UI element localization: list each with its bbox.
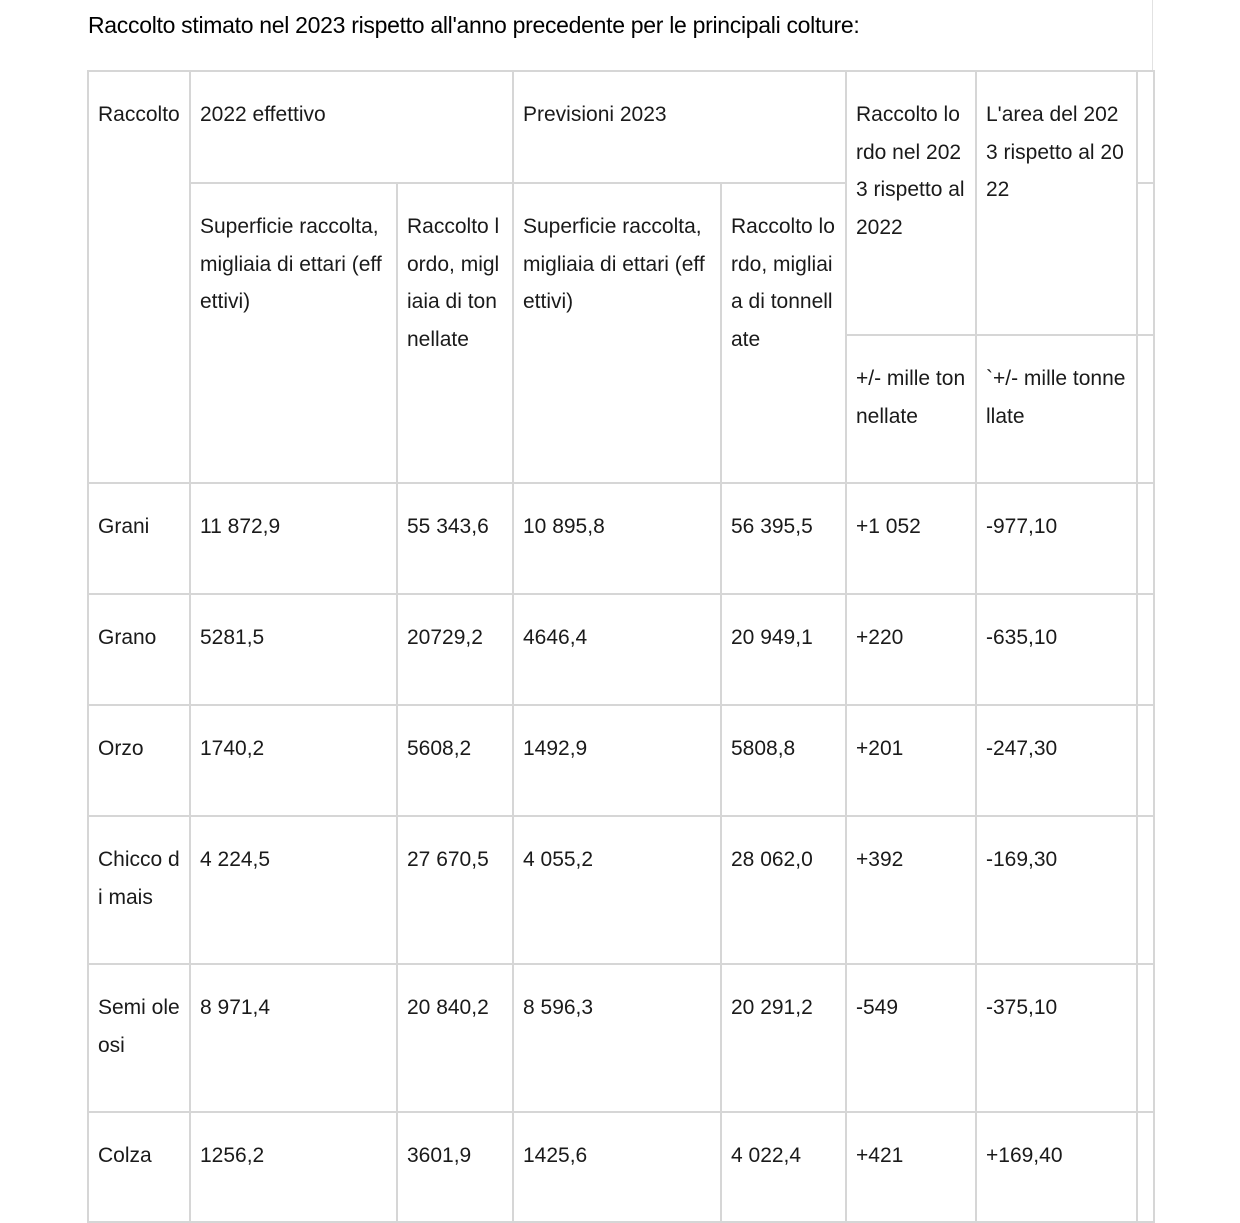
cell-area-2022: 8 971,4: [190, 964, 397, 1112]
spacer-cell: [1137, 964, 1154, 1112]
table-row: [88, 705, 1154, 816]
spacer-cell: [1137, 594, 1154, 705]
cell-area-2022: 1256,2: [190, 1112, 397, 1222]
cell-crop: Grano: [88, 594, 190, 705]
cell-gross-2022: 55 343,6: [397, 483, 513, 594]
table-row: [88, 964, 1154, 1112]
header-forecast-2023: Previsioni 2023: [513, 71, 846, 183]
header-actual-2022: 2022 effettivo: [190, 71, 513, 183]
cell-gross-2023: 28 062,0: [721, 816, 846, 964]
cell-gross-change: +220: [846, 594, 976, 705]
unit-gross-change: +/- mille tonnellate: [846, 335, 976, 483]
subheader-gross-actual: Raccolto lordo, migliaia di tonnellate: [397, 183, 513, 483]
unit-area-change: `+/- mille tonnellate: [976, 335, 1137, 483]
cell-area-2023: 1492,9: [513, 705, 721, 816]
cell-gross-2022: 27 670,5: [397, 816, 513, 964]
cell-area-change: -375,10: [976, 964, 1137, 1112]
cell-gross-2022: 5608,2: [397, 705, 513, 816]
cell-area-2022: 5281,5: [190, 594, 397, 705]
cell-area-2022: 1740,2: [190, 705, 397, 816]
cell-gross-change: +392: [846, 816, 976, 964]
spacer-cell: [1137, 483, 1154, 594]
cell-area-2022: 4 224,5: [190, 816, 397, 964]
cell-gross-2023: 20 949,1: [721, 594, 846, 705]
header-crop: Raccolto: [88, 71, 190, 483]
spacer-cell: [1137, 816, 1154, 964]
table-row: [88, 594, 1154, 705]
table-row: [88, 1112, 1154, 1222]
cell-area-change: +169,40: [976, 1112, 1137, 1222]
cell-crop: Orzo: [88, 705, 190, 816]
cell-gross-change: +421: [846, 1112, 976, 1222]
cell-gross-2023: 4 022,4: [721, 1112, 846, 1222]
cell-gross-2022: 20 840,2: [397, 964, 513, 1112]
spacer-cell: [1137, 1112, 1154, 1222]
cell-area-2023: 4 055,2: [513, 816, 721, 964]
cell-gross-2022: 20729,2: [397, 594, 513, 705]
cell-area-2023: 10 895,8: [513, 483, 721, 594]
cell-gross-2022: 3601,9: [397, 1112, 513, 1222]
divider: [1152, 0, 1153, 70]
cell-area-2023: 4646,4: [513, 594, 721, 705]
header-gross-change: Raccolto lordo nel 2023 rispetto al 2022: [846, 71, 976, 335]
cell-crop: Semi oleosi: [88, 964, 190, 1112]
page-title: Raccolto stimato nel 2023 rispetto all'anno precedente per le principali colture:: [88, 12, 860, 38]
cell-gross-2023: 5808,8: [721, 705, 846, 816]
spacer-cell: [1137, 705, 1154, 816]
subheader-area-actual: Superficie raccolta, migliaia di ettari (effettivi): [190, 183, 397, 483]
table-row: [88, 483, 1154, 594]
spacer-cell: [1137, 71, 1154, 183]
cell-gross-2023: 56 395,5: [721, 483, 846, 594]
header-row: [88, 71, 1154, 183]
cell-area-change: -169,30: [976, 816, 1137, 964]
spacer-cell: [1137, 335, 1154, 483]
cell-gross-change: +201: [846, 705, 976, 816]
cell-area-2023: 1425,6: [513, 1112, 721, 1222]
cell-area-2023: 8 596,3: [513, 964, 721, 1112]
cell-crop: Colza: [88, 1112, 190, 1222]
cell-gross-change: -549: [846, 964, 976, 1112]
cell-gross-change: +1 052: [846, 483, 976, 594]
table-row: [88, 816, 1154, 964]
subheader-gross-forecast: Raccolto lordo, migliaia di tonnellate: [721, 183, 846, 483]
cell-area-change: -635,10: [976, 594, 1137, 705]
cell-crop: Chicco di mais: [88, 816, 190, 964]
cell-gross-2023: 20 291,2: [721, 964, 846, 1112]
spacer-cell: [1137, 183, 1154, 335]
cell-crop: Grani: [88, 483, 190, 594]
harvest-table: [87, 70, 1155, 1223]
cell-area-2022: 11 872,9: [190, 483, 397, 594]
cell-area-change: -247,30: [976, 705, 1137, 816]
cell-area-change: -977,10: [976, 483, 1137, 594]
header-area-change: L'area del 2023 rispetto al 2022: [976, 71, 1137, 335]
subheader-area-forecast: Superficie raccolta, migliaia di ettari (effettivi): [513, 183, 721, 483]
